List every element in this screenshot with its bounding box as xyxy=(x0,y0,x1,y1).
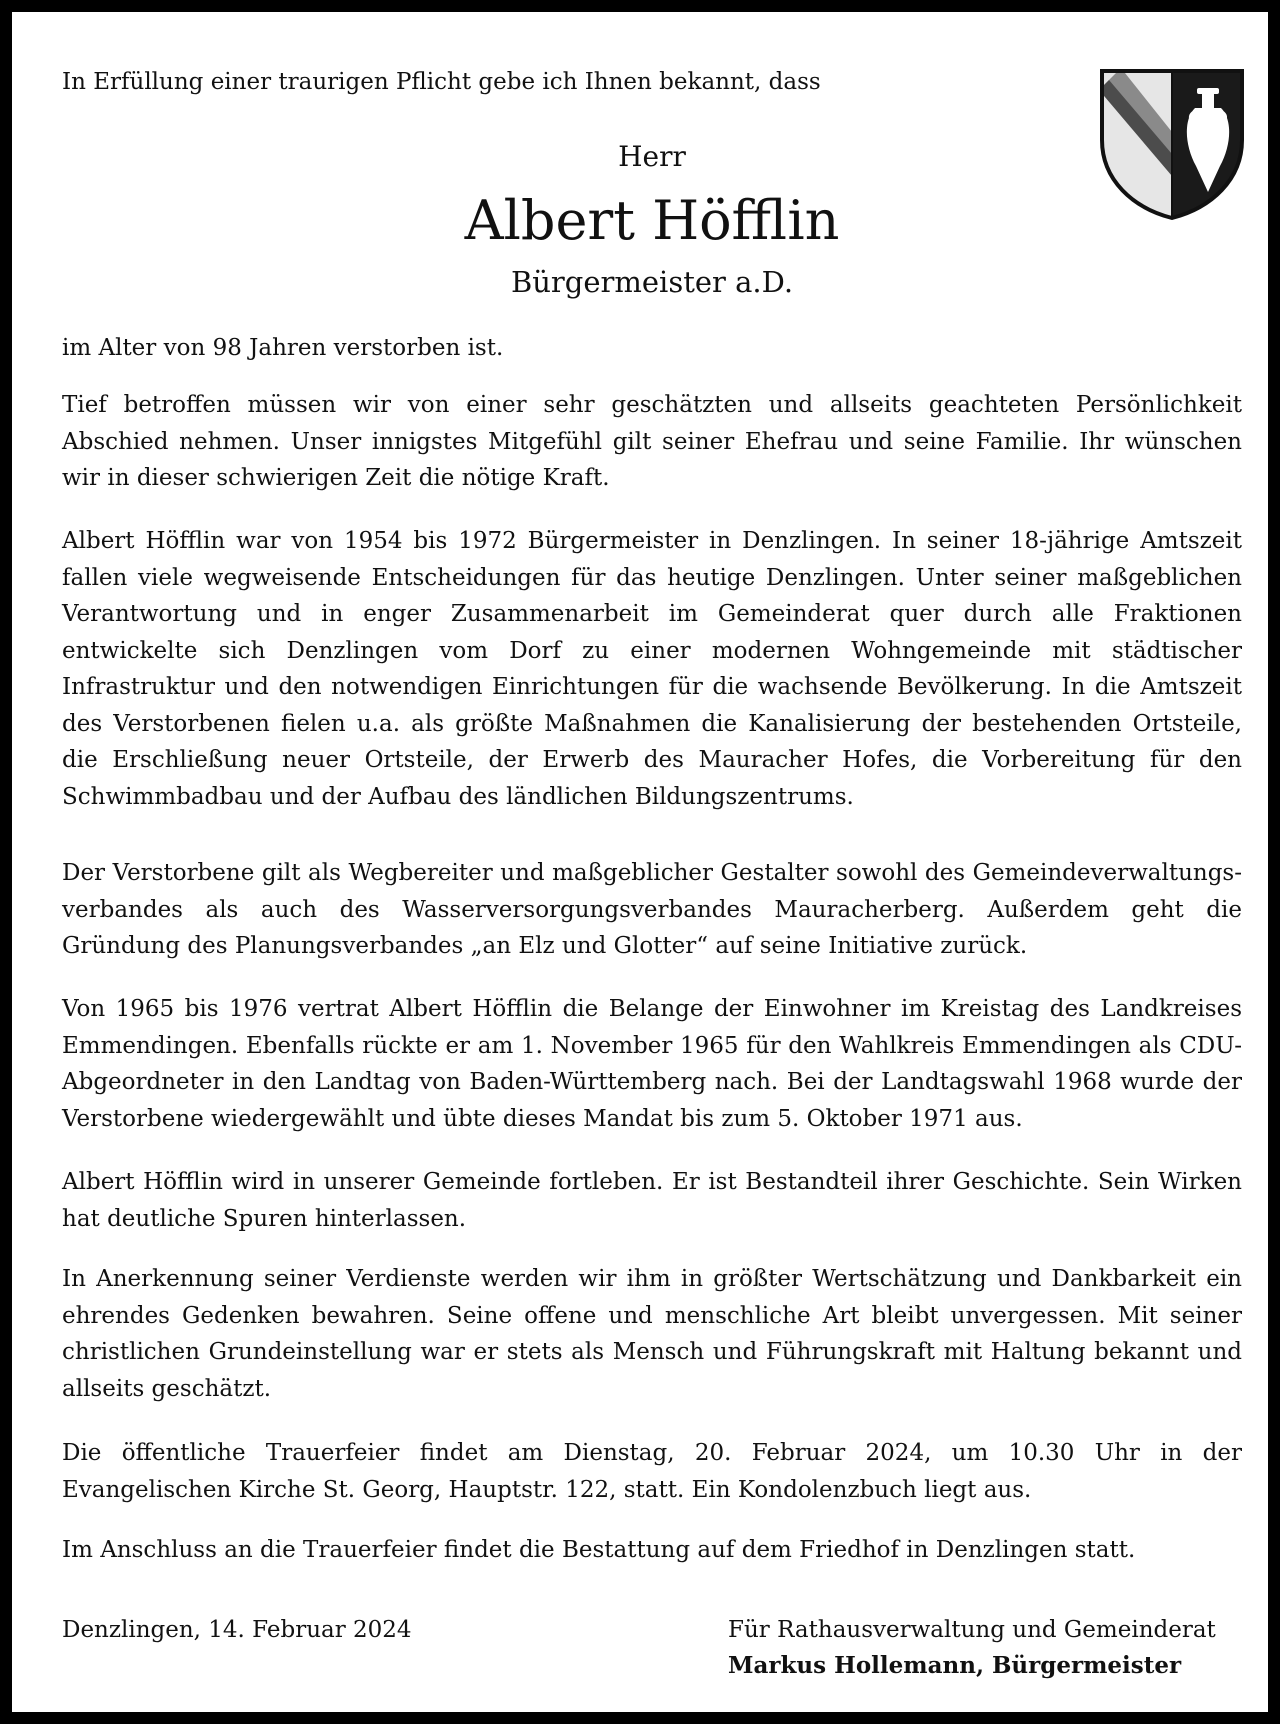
deceased-name: Albert Höfflin xyxy=(464,189,840,252)
paragraph-burial: Im Anschluss an die Trauerfeier findet die Bestattung auf dem Friedhof in Denzlingen statt. xyxy=(62,1537,1136,1563)
salutation: Herr xyxy=(618,140,686,173)
intro-line: In Erfüllung einer traurigen Pflicht gebe ich Ihnen bekannt, dass xyxy=(62,69,821,95)
paragraph-district-and-state: Von 1965 bis 1976 vertrat Albert Höfflin die Belange der Einwohner im Kreistag des Landkreises Emmendingen. Ebenfalls rückte er am 1. November 1965 für den Wahlkreis Emmendingen als CDU-Abgeordneter in den Landtag von Baden-Württemberg nach. Bei der Landtagswahl 1968 wurde der Verstorbene wiedergewählt und übte dieses Mandat bis zum 5. Oktober 1971 aus. xyxy=(62,996,1242,1132)
paragraph-condolence: Tief betroffen müssen wir von einer sehr geschätzten und allseits geachteten Persönlichkeit Abschied nehmen. Unser innigstes Mitgefühl gilt seiner Ehefrau und seine Familie. Ihr wünschen wir in dieser schwierigen Zeit die nötige Kraft. xyxy=(62,392,1242,491)
paragraph-legacy: Albert Höfflin wird in unserer Gemeinde fortleben. Er ist Bestandteil ihrer Geschichte. Sein Wirken hat deutliche Spuren hinterlassen. xyxy=(62,1169,1242,1232)
on-behalf-line: Für Rathausverwaltung und Gemeinderat xyxy=(728,1617,1216,1643)
signer-name: Markus Hollemann, Bürgermeister xyxy=(728,1652,1182,1679)
paragraph-funeral-service: Die öffentliche Trauerfeier findet am Dienstag, 20. Februar 2024, um 10.30 Uhr in der Evangelischen Kirche St. Georg, Hauptstr. 122, statt. Ein Kondolenzbuch liegt aus. xyxy=(62,1440,1242,1503)
paragraph-remembrance: In Anerkennung seiner Verdienste werden wir ihm in größter Wertschätzung und Dankbarkeit ein ehrendes Gedenken bewahren. Seine offene und menschliche Art bleibt unvergessen. Mit seiner christlichen Grundeinstellung war er stets als Mensch und Führungskraft mit Haltung bekannt und allseits geschätzt. xyxy=(62,1266,1242,1402)
age-line: im Alter von 98 Jahren verstorben ist. xyxy=(62,335,504,361)
signature-block xyxy=(728,1612,1216,1684)
deceased-title: Bürgermeister a.D. xyxy=(510,265,794,299)
paragraph-tenure: Albert Höfflin war von 1954 bis 1972 Bürgermeister in Denzlingen. In seiner 18-jährige Amtszeit fallen viele wegweisende Entscheidungen für das heutige Denzlingen. Unter seiner maßgeblichen Verantwortung und in enger Zusammenarbeit im Gemeinderat quer durch alle Fraktionen entwickelte sich Denzlingen vom Dorf zu einer modernen Wohngemeinde mit städtischer Infrastruktur und den notwendigen Einrichtungen für die wachsende Bevölkerung. In die Amtszeit des Verstorbenen fielen u.a. als größte Maßnahmen die Kanalisierung der bestehenden Ortsteile, die Erschließung neuer Ortsteile, der Erwerb des Mauracher Hofes, die Vorbereitung für den Schwimmbadbau und der Aufbau des ländlichen Bildungszentrums. xyxy=(62,528,1242,810)
place-and-date: Denzlingen, 14. Februar 2024 xyxy=(62,1617,412,1643)
paragraph-associations: Der Verstorbene gilt als Wegbereiter und maßgeblicher Gestalter sowohl des Gemeindeverwaltungs-verbandes als auch des Wasserversorgungsverbandes Mauracherberg. Außerdem geht die Gründung des Planungsverbandes „an Elz und Glotter“ auf seine Initiative zurück. xyxy=(62,860,1242,959)
